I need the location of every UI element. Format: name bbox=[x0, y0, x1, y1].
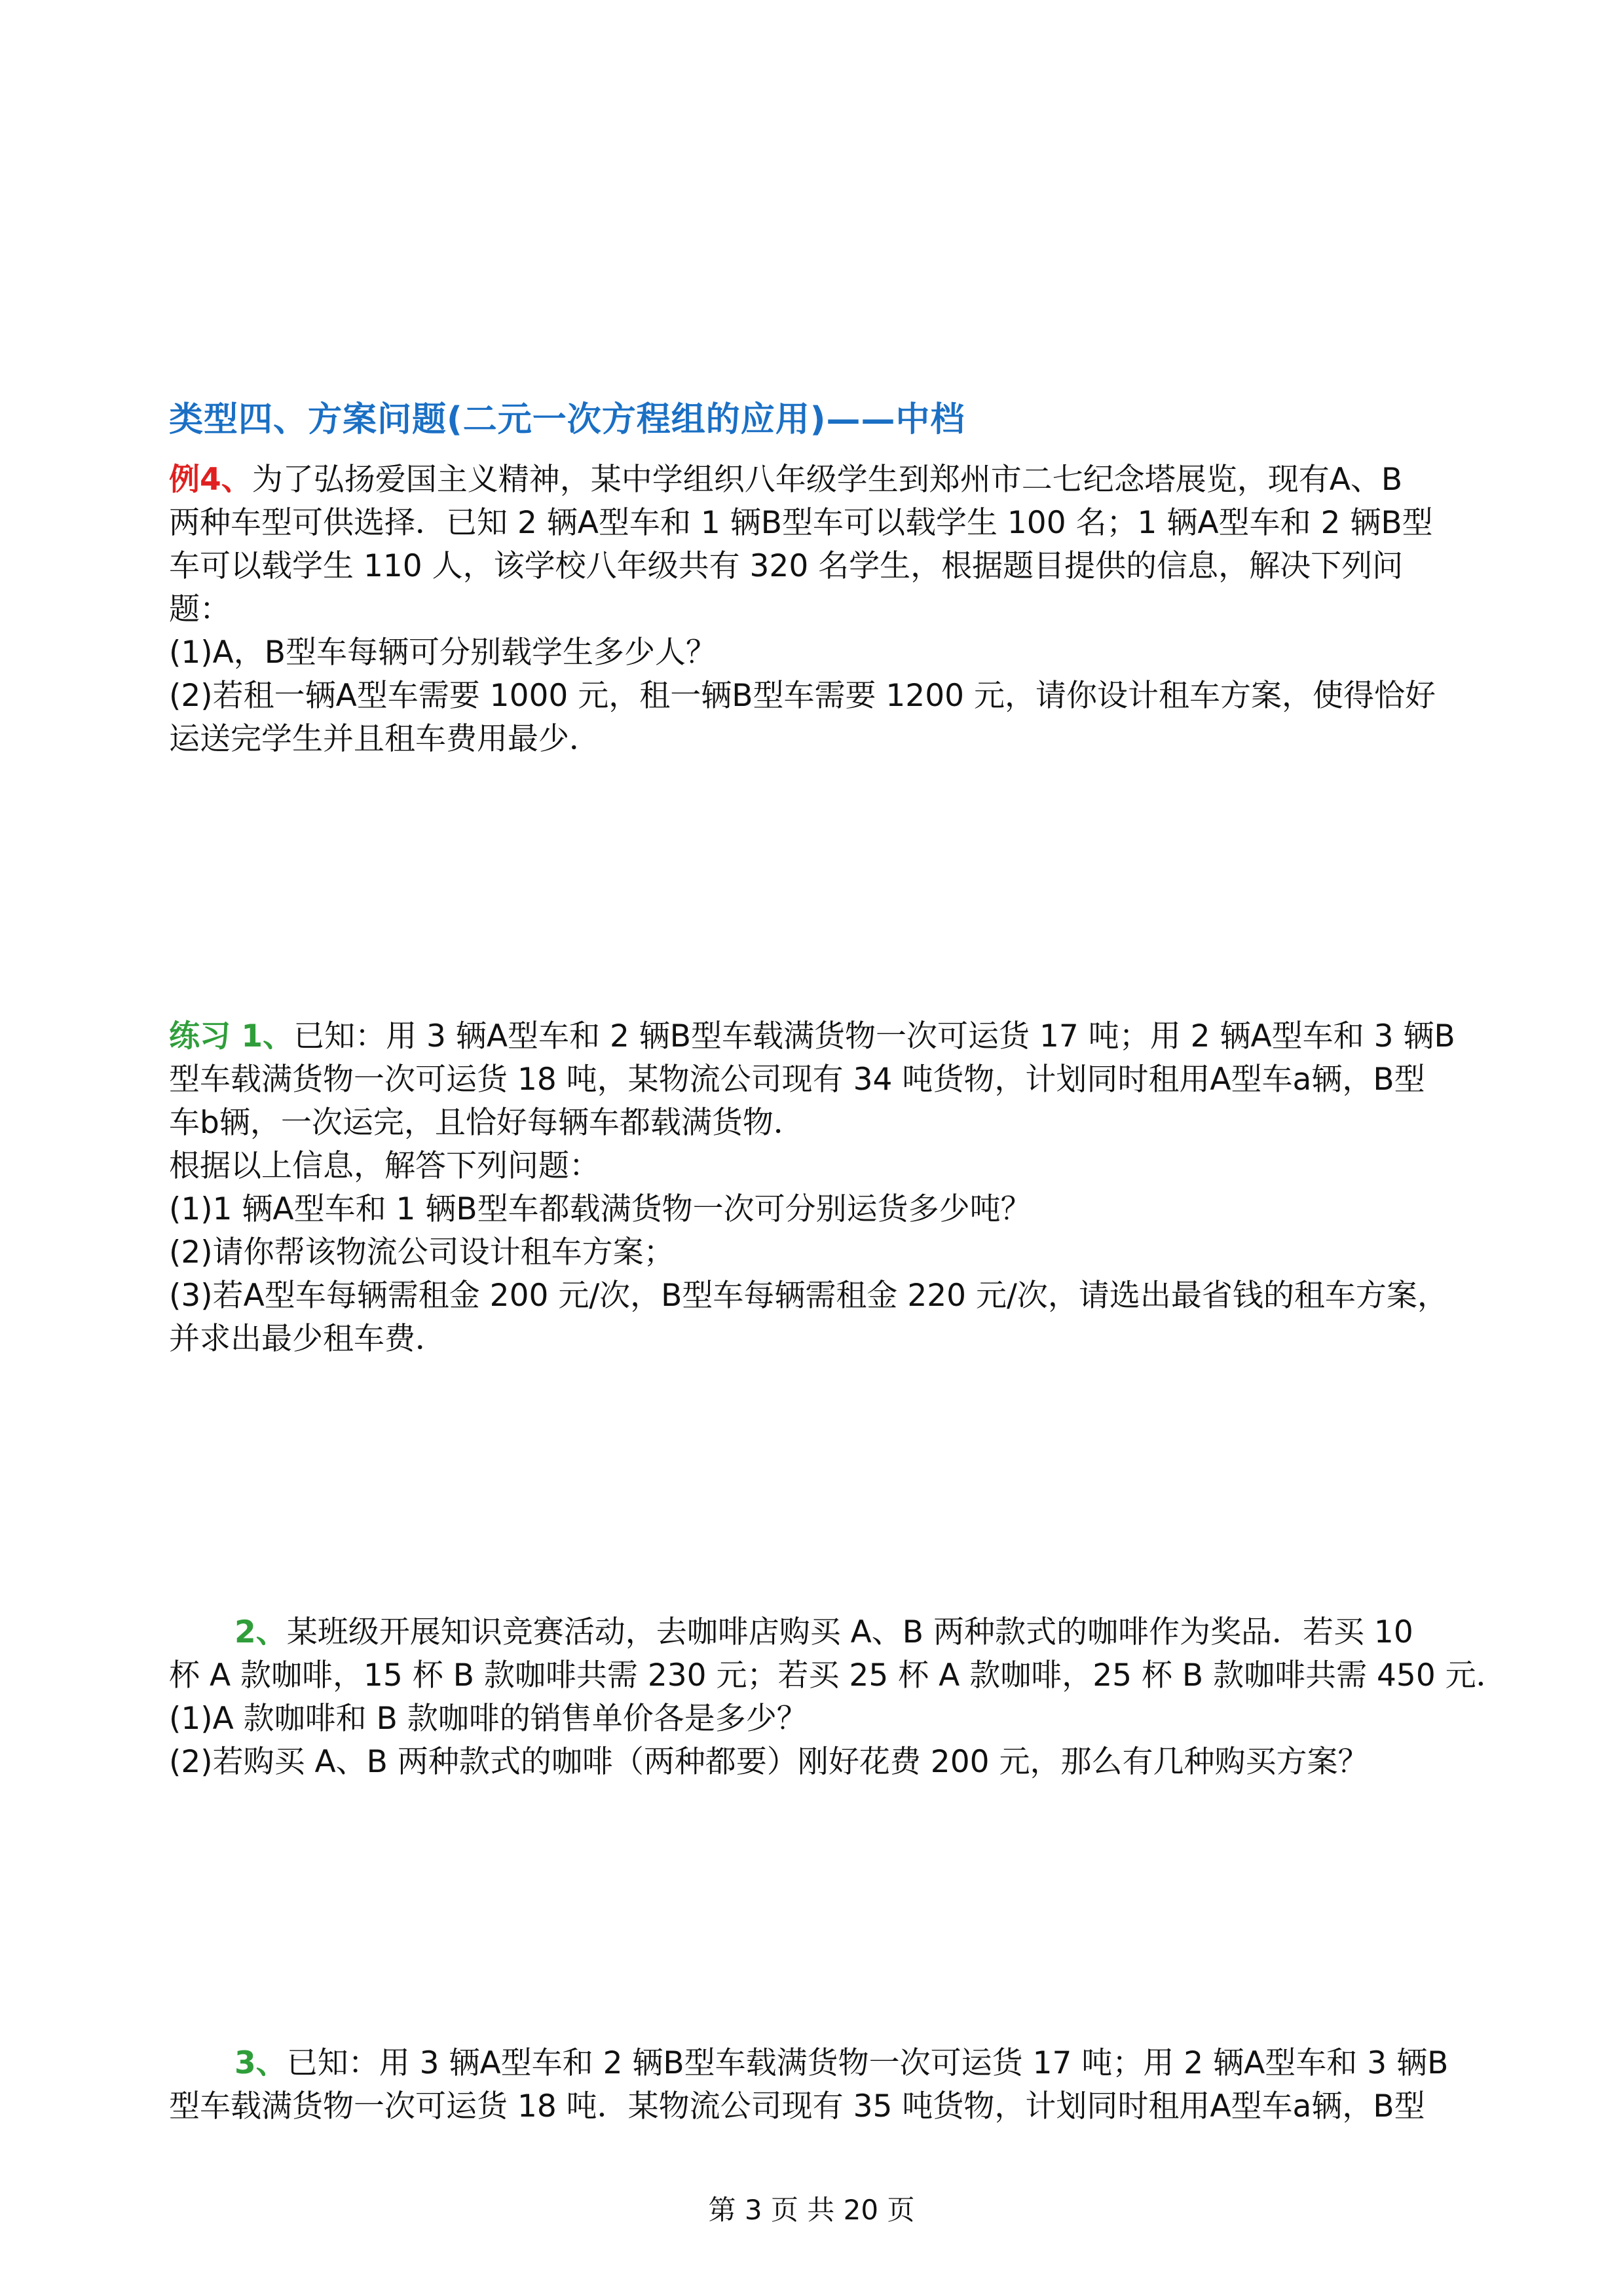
practice-3-line-2: 型车载满货物一次可运货 18 吨．某物流公司现有 35 吨货物，计划同时租用A型车a辆，B型 bbox=[169, 2088, 1425, 2124]
example-4-line-1: 例4、为了弘扬爱国主义精神，某中学组织八年级学生到郑州市二七纪念塔展览，现有A、B bbox=[169, 462, 1403, 498]
practice-2-line-2: 杯 A 款咖啡，15 杯 B 款咖啡共需 230 元；若买 25 杯 A 款咖啡，25 杯 B 款咖啡共需 450 元． bbox=[169, 1657, 1507, 1694]
practice-3 bbox=[169, 2042, 1466, 2128]
example-4-line-2: 两种车型可供选择．已知 2 辆A型车和 1 辆B型车可以载学生 100 名；1 辆A型车和 2 辆B型 bbox=[169, 505, 1433, 541]
practice-3-line-1: 3、已知：用 3 辆A型车和 2 辆B型车载满货物一次可运货 17 吨；用 2 辆A型车和 3 辆B bbox=[234, 2045, 1449, 2081]
practice-1-question-2: (2)请你帮该物流公司设计租车方案； bbox=[169, 1234, 675, 1270]
example-4 bbox=[169, 458, 1466, 761]
practice-1 bbox=[169, 1015, 1466, 1361]
practice-2-question-2: (2)若购买 A、B 两种款式的咖啡（两种都要）刚好花费 200 元，那么有几种购买方案？ bbox=[169, 1744, 1369, 1780]
example-4-line-3: 车可以载学生 110 人，该学校八年级共有 320 名学生，根据题目提供的信息，解决下列问 bbox=[169, 548, 1404, 584]
example-4-line-7: 运送完学生并且租车费用最少． bbox=[169, 721, 600, 757]
section-heading: 类型四、方案问题(二元一次方程组的应用)——中档 bbox=[169, 400, 965, 439]
example-4-line-4: 题： bbox=[169, 591, 231, 627]
practice-2-tag: 2、 bbox=[234, 1614, 287, 1650]
practice-2-line-1: 2、某班级开展知识竞赛活动，去咖啡店购买 A、B 两种款式的咖啡作为奖品．若买 10 bbox=[234, 1614, 1413, 1650]
practice-2-question-1: (1)A 款咖啡和 B 款咖啡的销售单价各是多少？ bbox=[169, 1701, 808, 1737]
practice-3-tag: 3、 bbox=[234, 2045, 287, 2081]
practice-1-line-4: 根据以上信息，解答下列问题： bbox=[169, 1148, 600, 1184]
practice-1-question-1: (1)1 辆A型车和 1 辆B型车都载满货物一次可分别运货多少吨？ bbox=[169, 1191, 1032, 1227]
page-footer: 第 3 页 共 20 页 bbox=[708, 2194, 915, 2226]
practice-2 bbox=[169, 1611, 1507, 1784]
practice-1-question-3: (3)若A型车每辆需租金 200 元/次，B型车每辆需租金 220 元/次，请选出最省钱的租车方案， bbox=[169, 1278, 1448, 1314]
example-4-question-1: (1)A，B型车每辆可分别载学生多少人？ bbox=[169, 635, 717, 671]
practice-1-tag: 练习 1、 bbox=[169, 1018, 294, 1054]
practice-1-line-2: 型车载满货物一次可运货 18 吨，某物流公司现有 34 吨货物，计划同时租用A型车a辆，B型 bbox=[169, 1062, 1425, 1098]
example-4-question-2: (2)若租一辆A型车需要 1000 元，租一辆B型车需要 1200 元，请你设计租车方案，使得恰好 bbox=[169, 678, 1436, 714]
practice-1-line-8: 并求出最少租车费． bbox=[169, 1321, 446, 1357]
practice-1-line-1: 练习 1、已知：用 3 辆A型车和 2 辆B型车载满货物一次可运货 17 吨；用 2 辆A型车和 3 辆B bbox=[169, 1018, 1455, 1054]
practice-1-line-3: 车b辆，一次运完，且恰好每辆车都载满货物． bbox=[169, 1105, 804, 1141]
example-4-tag: 例4、 bbox=[169, 462, 252, 498]
